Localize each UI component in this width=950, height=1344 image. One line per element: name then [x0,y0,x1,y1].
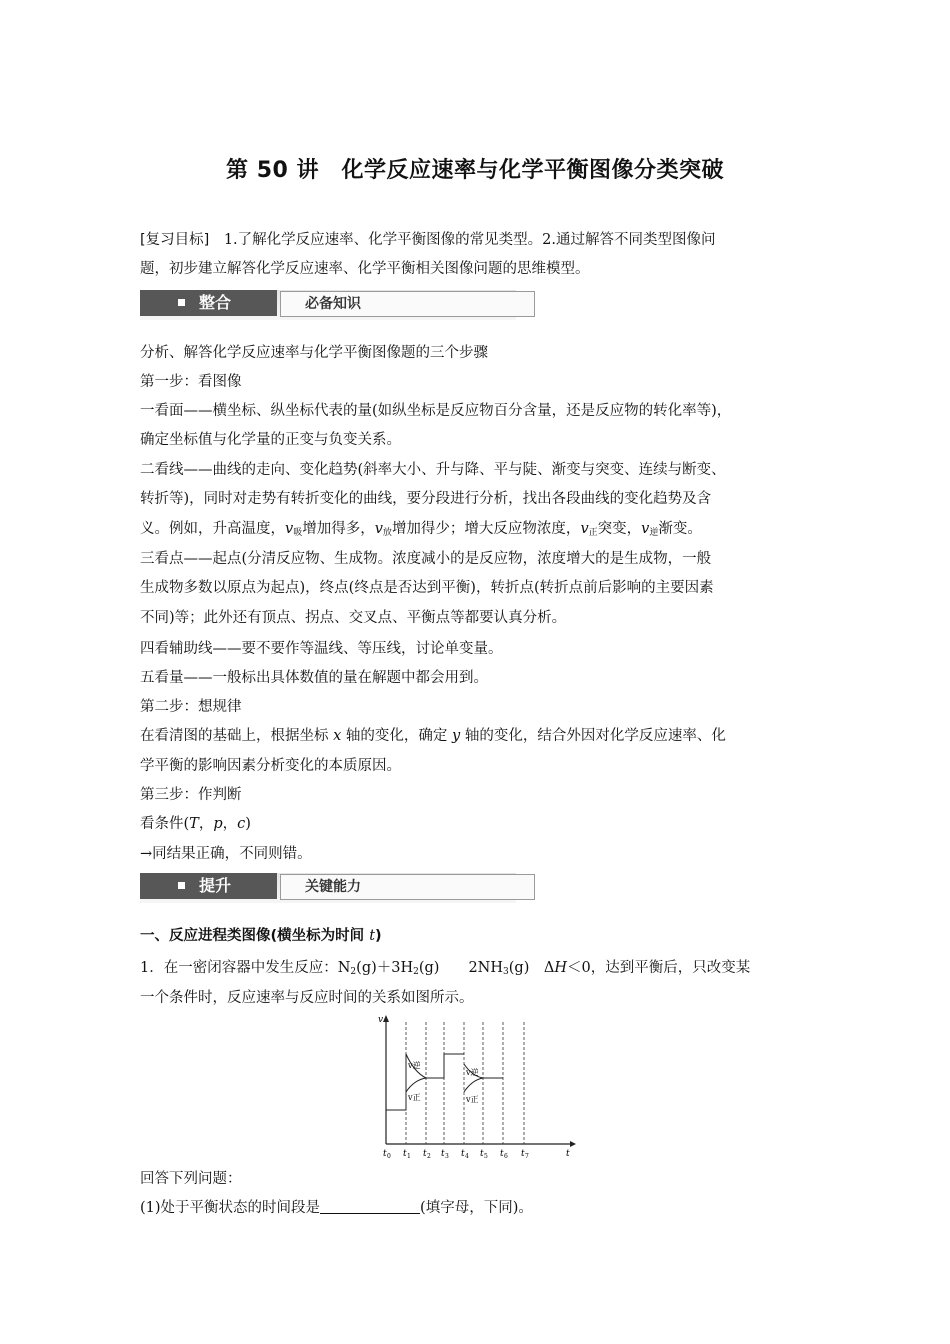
banner-essential-knowledge [140,290,516,320]
series-v-forward-1 [406,1078,426,1092]
tick-label: t [423,1149,427,1159]
series-label: v正 [466,1095,479,1104]
tick-label: t [383,1149,387,1159]
tick-label: t [403,1149,407,1159]
tick-subscript: 1 [407,1153,411,1160]
body-line: 学平衡的影响因素分析变化的本质原因。 [140,758,401,774]
body-line: 第二步：想规律 [140,699,242,715]
body-line: 第一步：看图像 [140,374,242,390]
rate-time-chart [376,1014,576,1162]
banner-key-ability [140,873,516,903]
body-line-axis: 在看清图的基础上，根据坐标 x 轴的变化，确定 y 轴的变化，结合外因对化学反应速率、化 [140,728,726,744]
answer-blank[interactable] [320,1199,420,1214]
tick-label: t [480,1149,484,1159]
tick-subscript: 4 [465,1153,469,1160]
y-axis-arrow [383,1015,389,1022]
body-line-velocity: 义。例如，升高温度，$v_吸$增加得多，$v_放$增加得少；增大反应物浓度，$v_正$突变，$v_逆$渐变。 [140,521,702,538]
body-line: 五看量——一般标出具体数值的量在解题中都会用到。 [140,670,488,686]
body-line: 分析、解答化学反应速率与化学平衡图像题的三个步骤 [140,345,488,361]
page-title: 第 50 讲 化学反应速率与化学平衡图像分类突破 [226,158,724,183]
body-line: 一看面——横坐标、纵坐标代表的量(如纵坐标是反应物百分含量，还是反应物的转化率等)， [140,403,732,419]
question-1-line1: 1．在一密闭容器中发生反应：$N_2(g)+3H_2(g)$ $2NH_3(g)$ ΔH＜0，达到平衡后，只改变某 [140,960,751,977]
x-axis-arrow [570,1141,576,1147]
body-line-conditions: 看条件(T，p，c) [140,816,251,832]
x-axis-label: t [566,1149,570,1159]
section-heading: 一、反应进程类图像(横坐标为时间 t) [140,928,382,944]
body-line: 三看点——起点(分清反应物、生成物。浓度减小的是反应物，浓度增大的是生成物，一般 [140,551,712,567]
series-v-forward-2 [464,1078,483,1092]
banner-dark-label: 提升 [140,873,277,899]
body-line: 第三步：作判断 [140,787,242,803]
square-bullet-icon [178,299,185,306]
review-goal-tag: [复习目标] [140,232,210,248]
body-line: 生成物多数以原点为起点)，终点(终点是否达到平衡)，转折点(转折点前后影响的主要因素 [140,580,714,596]
body-line: 确定坐标值与化学量的正变与负变关系。 [140,432,401,448]
body-line: →同结果正确，不同则错。 [140,846,312,862]
tick-subscript: 5 [484,1153,488,1160]
question-1-line2: 一个条件时，反应速率与反应时间的关系如图所示。 [140,990,474,1006]
body-line: 二看线——曲线的走向、变化趋势(斜率大小、升与降、平与陡、渐变与突变、连续与断变、 [140,462,726,478]
banner-light-label: 关键能力 [280,874,535,900]
body-line: 四看辅助线——要不要作等温线、等压线，讨论单变量。 [140,641,503,657]
question-1-part-1: (1)处于平衡状态的时间段是 (填字母，下同)。 [140,1200,533,1216]
body-line: 转折等)，同时对走势有转折变化的曲线，要分段进行分析，找出各段曲线的变化趋势及含 [140,491,712,507]
tick-label: t [441,1149,445,1159]
series-label: v逆 [466,1068,479,1077]
series-v-reverse [386,1054,464,1110]
review-goal-line2: 题，初步建立解答化学反应速率、化学平衡相关图像问题的思维模型。 [140,261,590,277]
tick-subscript: 3 [445,1153,449,1160]
tick-label: t [521,1149,525,1159]
series-label: v正 [408,1093,421,1102]
answer-intro: 回答下列问题： [140,1171,242,1187]
review-goal-line1: [复习目标] 1.了解化学反应速率、化学平衡图像的常见类型。2.通过解答不同类型图像问 [140,232,716,248]
tick-label: t [461,1149,465,1159]
y-axis-label: v [378,1015,384,1025]
tick-label: t [500,1149,504,1159]
body-line: 不同)等；此外还有顶点、拐点、交叉点、平衡点等都要认真分析。 [140,610,567,626]
tick-subscript: 2 [427,1153,431,1160]
tick-subscript: 7 [525,1153,529,1160]
tick-subscript: 6 [504,1153,508,1160]
tick-subscript: 0 [387,1153,391,1160]
square-bullet-icon [178,882,185,889]
banner-dark-label: 整合 [140,290,277,316]
series-label: v逆 [408,1061,421,1070]
banner-light-label: 必备知识 [280,291,535,317]
